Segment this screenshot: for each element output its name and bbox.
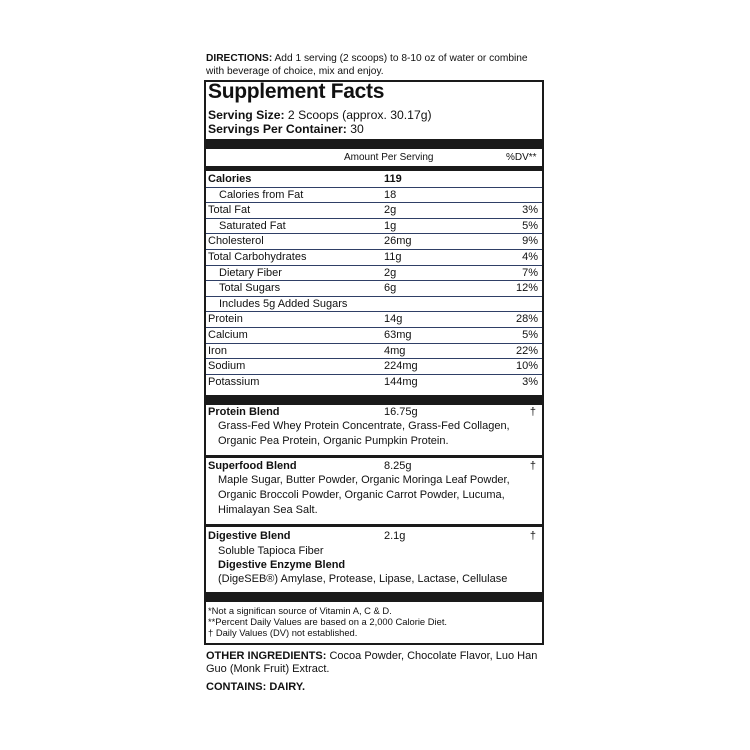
nutrient-row bbox=[206, 359, 542, 375]
nutrient-row bbox=[206, 234, 542, 250]
blend-name: Superfood Blend bbox=[208, 460, 297, 472]
serving-size bbox=[208, 108, 432, 122]
nutrient-row bbox=[206, 203, 542, 219]
nutrient-dv: 28% bbox=[515, 313, 538, 326]
nutrient-dv: 5% bbox=[522, 329, 538, 341]
nutrient-label: Total Fat bbox=[208, 204, 251, 217]
blend-ingredients bbox=[218, 544, 507, 586]
blend-divider bbox=[206, 524, 542, 527]
nutrient-amount: 144mg bbox=[384, 375, 418, 388]
other-ingredients bbox=[206, 650, 546, 676]
blend-name: Digestive Blend bbox=[208, 530, 291, 542]
nutrient-dv: 7% bbox=[522, 266, 538, 279]
nutrient-label: Includes 5g Added Sugars bbox=[219, 297, 348, 310]
directions-text bbox=[206, 52, 546, 78]
nutrient-label: Cholesterol bbox=[208, 235, 264, 248]
nutrient-amount: 26mg bbox=[384, 235, 412, 248]
blend-ingredients: Grass-Fed Whey Protein Concentrate, Grass-Fed Collagen, Organic Pea Protein, Organic Pumpkin Protein. bbox=[218, 420, 510, 447]
nutrient-row bbox=[206, 328, 542, 344]
nutrient-label: Calcium bbox=[208, 329, 248, 341]
nutrient-row bbox=[206, 281, 542, 297]
digestive-line-3: (DigeSEB®) Amylase, Protease, Lipase, Lactase, Cellulase bbox=[218, 573, 508, 585]
digestive-line-1: Soluble Tapioca Fiber bbox=[218, 545, 324, 557]
serving-size-label: Serving Size: bbox=[208, 108, 285, 122]
dagger-mark: † bbox=[529, 460, 536, 472]
footnote: **Percent Daily Values are based on a 2,000 Calorie Diet. bbox=[208, 616, 448, 627]
nutrient-amount: 2g bbox=[384, 204, 397, 217]
nutrient-amount: 224mg bbox=[384, 360, 418, 373]
nutrient-label: Iron bbox=[208, 344, 227, 357]
servings-per-container-label: Servings Per Container: bbox=[208, 122, 347, 136]
blend-amount: 8.25g bbox=[384, 460, 412, 472]
nutrient-row bbox=[206, 344, 542, 360]
thick-divider-2 bbox=[206, 395, 542, 405]
nutrient-amount: 119 bbox=[384, 173, 402, 185]
other-ingredients-label: OTHER INGREDIENTS: bbox=[206, 650, 327, 662]
nutrient-label: Saturated Fat bbox=[219, 219, 286, 232]
thick-divider bbox=[206, 139, 542, 149]
nutrient-dv: 5% bbox=[522, 219, 538, 232]
nutrient-label: Calories bbox=[208, 173, 252, 185]
nutrient-row bbox=[206, 375, 542, 391]
nutrient-row bbox=[206, 297, 542, 313]
nutrient-dv: 3% bbox=[522, 204, 538, 217]
nutrient-amount: 6g bbox=[384, 282, 397, 295]
footnote: *Not a significan source of Vitamin A, C & D. bbox=[208, 605, 392, 616]
nutrient-dv: 4% bbox=[522, 251, 538, 263]
nutrient-dv: 22% bbox=[515, 344, 538, 357]
nutrient-dv: 10% bbox=[515, 360, 538, 373]
nutrient-label: Sodium bbox=[208, 360, 246, 373]
servings-per-container-value: 30 bbox=[346, 122, 364, 136]
footnote: † Daily Values (DV) not established. bbox=[208, 627, 358, 638]
directions-label: DIRECTIONS: bbox=[206, 53, 273, 64]
nutrient-label: Dietary Fiber bbox=[219, 266, 282, 279]
servings-per-container bbox=[208, 122, 364, 136]
nutrient-row bbox=[206, 188, 542, 204]
nutrient-label: Total Sugars bbox=[219, 282, 281, 295]
digestive-line-2: Digestive Enzyme Blend bbox=[218, 559, 346, 571]
nutrient-dv: 9% bbox=[522, 235, 538, 248]
nutrient-row bbox=[206, 250, 542, 266]
dagger-mark: † bbox=[529, 406, 536, 418]
blend-amount: 2.1g bbox=[384, 530, 406, 542]
digestive-blend bbox=[206, 530, 542, 592]
nutrient-label: Potassium bbox=[208, 375, 260, 388]
nutrient-row bbox=[206, 266, 542, 282]
nutrient-dv: 12% bbox=[515, 282, 538, 295]
nutrient-row bbox=[206, 172, 542, 188]
protein-blend bbox=[206, 406, 542, 454]
nutrient-row bbox=[206, 312, 542, 328]
dagger-mark: † bbox=[529, 530, 536, 542]
thick-divider-3 bbox=[206, 592, 542, 602]
blend-name: Protein Blend bbox=[208, 406, 280, 418]
nutrient-amount: 14g bbox=[384, 313, 403, 326]
contains-statement: CONTAINS: DAIRY. bbox=[206, 681, 305, 693]
header-divider bbox=[206, 166, 542, 171]
nutrient-amount: 4mg bbox=[384, 344, 406, 357]
nutrient-amount: 63mg bbox=[384, 329, 412, 341]
blend-amount: 16.75g bbox=[384, 406, 418, 418]
serving-size-value: 2 Scoops (approx. 30.17g) bbox=[284, 108, 432, 122]
nutrient-amount: 11g bbox=[384, 251, 402, 263]
nutrient-amount: 2g bbox=[384, 266, 397, 279]
nutrient-dv: 3% bbox=[522, 375, 538, 388]
nutrient-label: Total Carbohydrates bbox=[208, 251, 307, 263]
blend-divider bbox=[206, 455, 542, 458]
nutrient-label: Calories from Fat bbox=[219, 188, 304, 201]
panel-title: Supplement Facts bbox=[208, 80, 385, 103]
nutrient-amount: 18 bbox=[384, 188, 397, 201]
blend-ingredients: Maple Sugar, Butter Powder, Organic Moringa Leaf Powder, Organic Broccoli Powder, Organic Carrot Powder, Lucuma, Himalayan Sea Salt. bbox=[218, 474, 510, 516]
dv-header: %DV** bbox=[506, 152, 537, 163]
other-ingredients-text: Cocoa Powder, Chocolate Flavor, Luo Han Guo (Monk Fruit) Extract. bbox=[206, 650, 538, 675]
nutrient-amount: 1g bbox=[384, 219, 397, 232]
amount-per-serving-header: Amount Per Serving bbox=[344, 152, 434, 163]
nutrient-label: Protein bbox=[208, 313, 243, 326]
superfood-blend bbox=[206, 460, 542, 524]
directions-body: Add 1 serving (2 scoops) to 8-10 oz of water or combine with beverage of choice, mix and enjoy. bbox=[206, 53, 528, 77]
nutrient-row bbox=[206, 219, 542, 235]
